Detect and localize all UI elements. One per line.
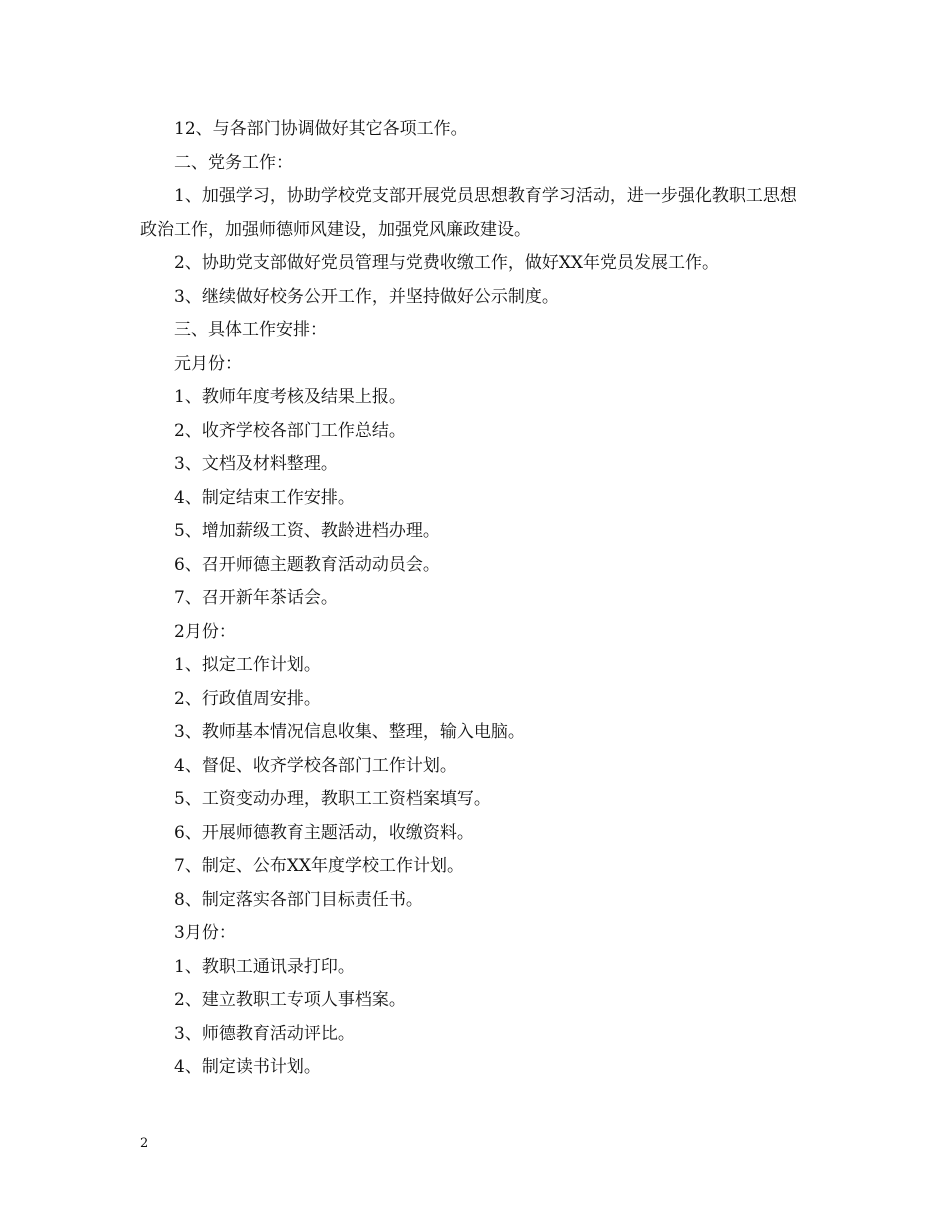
list-item: 3、师德教育活动评比。 [174,1023,355,1044]
list-item: 8、制定落实各部门目标责任书。 [174,889,423,910]
paragraph: 2、协助党支部做好党员管理与党费收缴工作，做好XX年党员发展工作。 [174,253,720,273]
paragraph: 3、继续做好校务公开工作，并坚持做好公示制度。 [174,286,559,307]
list-item: 2、行政值周安排。 [174,688,321,709]
list-item: 5、工资变动办理，教职工工资档案填写。 [174,789,491,809]
document-body [140,113,812,1085]
list-item: 1、教职工通讯录打印。 [174,956,355,977]
month-heading: 元月份： [174,353,242,374]
list-item: 5、增加薪级工资、教龄进档办理。 [174,521,440,541]
list-item: 1、教师年度考核及结果上报。 [174,387,406,407]
list-item: 1、拟定工作计划。 [174,655,321,675]
page-number: 2 [140,1136,149,1151]
paragraph: 1、加强学习，协助学校党支部开展党员思想教育学习活动，进一步强化教职工思想政治工作，加强师德师风建设，加强党风廉政建设。 [140,186,797,240]
list-item: 7、召开新年茶话会。 [174,588,338,608]
paragraph: 12、与各部门协调做好其它各项工作。 [174,119,468,139]
list-item: 4、督促、收齐学校各部门工作计划。 [174,755,457,776]
list-item: 6、开展师德教育主题活动，收缴资料。 [174,822,474,843]
list-item: 7、制定、公布XX年度学校工作计划。 [174,856,465,876]
list-item: 3、文档及材料整理。 [174,454,338,474]
list-item: 2、收齐学校各部门工作总结。 [174,420,406,441]
month-heading: 2月份： [174,621,236,642]
list-item: 2、建立教职工专项人事档案。 [174,990,406,1010]
month-heading: 3月份： [174,923,236,943]
section-heading: 三、具体工作安排： [174,320,327,340]
list-item: 6、召开师德主题教育活动动员会。 [174,554,440,575]
list-item: 4、制定读书计划。 [174,1057,321,1077]
list-item: 4、制定结束工作安排。 [174,487,355,508]
section-heading: 二、党务工作： [174,152,293,173]
list-item: 3、教师基本情况信息收集、整理，输入电脑。 [174,722,525,742]
